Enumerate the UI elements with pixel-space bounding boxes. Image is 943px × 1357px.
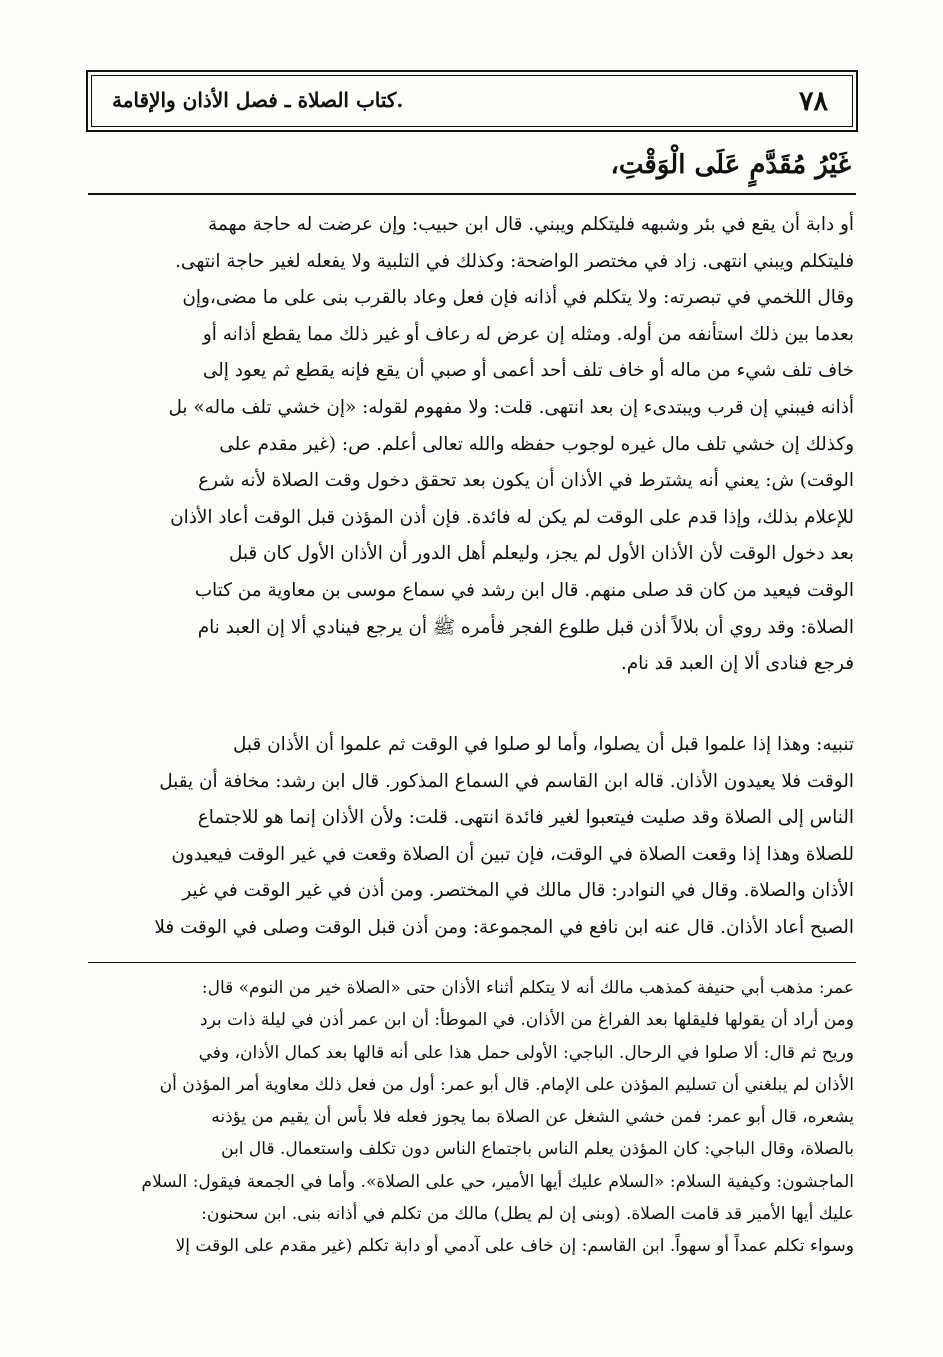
commentary-line: الصلاة: وقد روي أن بلالاً أذن قبل طلوع الفجر فأمره ﷺ أن يرجع فينادي ألا إن العبد نام <box>197 616 854 638</box>
footnote-line: يشعره، قال أبو عمر: فمن خشي الشغل عن الصلاة بما يجوز فعله فلا بأس أن يقيم من يؤذنه <box>211 1107 854 1128</box>
footnote-line: عليك أيها الأمير قد قامت الصلاة. (وبنى إن لم يطل) مالك من تكلم في أذانه بنى. ابن سحنون: <box>201 1204 854 1225</box>
commentary-line: فرجع فنادى ألا إن العبد قد نام. <box>620 653 854 675</box>
tanbih-line: الأذان والصلاة. وقال في النوادر: قال مالك في المختصر. ومن أذن في غير الوقت في غير <box>182 880 854 902</box>
matn-text: غَيْرُ مُقَدَّمٍ عَلَى الْوَقْتِ، <box>610 150 851 180</box>
commentary-line: أو دابة أن يقع في بئر وشبهه فليتكلم ويبني. قال ابن حبيب: وإن عرضت له حاجة مهمة <box>208 214 854 235</box>
tanbih-line: تنبيه: وهذا إذا علموا قبل أن يصلوا، وأما لو صلوا في الوقت ثم علموا أن الأذان قبل <box>233 734 854 755</box>
tanbih-paragraph <box>88 727 854 947</box>
commentary-line: وقال اللخمي في تبصرته: ولا يتكلم في أذانه فإن فعل وعاد بالقرب بنى على ما مضى،وإن <box>182 287 854 309</box>
tanbih-line: الوقت فلا يعيدون الأذان. قاله ابن القاسم في السماع المذكور. قال ابن رشد: مخافة أن يقبل <box>159 770 854 792</box>
footnote-block <box>88 972 854 1263</box>
commentary-body <box>88 207 854 683</box>
footnote-line: الأذان لم يبلغني أن تسليم المؤذن على الإمام. قال أبو عمر: أول من فعل ذلك معاوية أمر المؤذن أن <box>159 1074 854 1095</box>
footnote-line: عمر: مذهب أبي حنيفة كمذهب مالك أنه لا يتكلم أثناء الأذان حتى «الصلاة خير من النوم» قال: <box>201 978 854 998</box>
tanbih-line: الناس إلى الصلاة وقد صليت فيتعبوا لغير فائدة انتهى. قلت: ولأن الأذان إنما هو للاجتماع <box>197 807 854 829</box>
footnote-separator-rule <box>88 962 856 963</box>
commentary-line: الوقت) ش: يعني أنه يشترط في الأذان أن يكون بعد تحقق دخول وقت الصلاة لأنه شرع <box>198 470 854 492</box>
running-title: .كتاب الصلاة ـ فصل الأذان والإقامة <box>112 88 404 112</box>
commentary-line: وكذلك إن خشي تلف مال غيره لوجوب حفظه والله تعالى أعلم. ص: (غير مقدم على <box>219 433 854 455</box>
commentary-line: بعد دخول الوقت لأن الأذان الأول لم يجز، وليعلم أهل الدور أن الأذان الأول كان قبل <box>228 543 854 565</box>
footnote-line: ومن أراد أن يقولها فليقلها بعد الفراغ من الأذان. في الموطأ: أن ابن عمر أذن في ليلة ذات برد <box>200 1010 854 1031</box>
commentary-line: للإعلام بذلك، وإذا قدم على الوقت لم يكن له فائدة. فإن أذن المؤذن قبل الوقت أعاد الأذان <box>170 506 854 528</box>
matn-separator-rule <box>88 193 856 195</box>
page-number: ٧٨ <box>798 86 828 117</box>
commentary-line: بعدما بين ذلك استأنفه من أوله. ومثله إن عرض له رعاف أو غير ذلك مما يقطع أذانه أو <box>202 323 854 345</box>
footnote-line: بالصلاة، وقال الباجي: كان المؤذن يعلم الناس باجتماع الناس دون تكلف واستعمال. قال ابن <box>221 1139 854 1160</box>
page-header <box>86 70 858 132</box>
footnote-line: وريح ثم قال: ألا صلوا في الرحال. الباجي: الأولى حمل هذا على أنه قالها بعد كمال الأذان، وفي <box>198 1042 854 1063</box>
commentary-line: أذانه فيبني إن قرب ويبتدىء إن بعد انتهى. قلت: ولا مفهوم لقوله: «إن خشي تلف ماله» بل <box>168 396 854 418</box>
tanbih-line: للصلاة وهذا إذا وقعت الصلاة في الوقت، فإن تبين أن الصلاة وقعت في غير الوقت فيعيدون <box>171 843 854 865</box>
tanbih-line: الصبح أعاد الأذان. قال عنه ابن نافع في المجموعة: ومن أذن قبل الوقت وصلى في الوقت فلا <box>154 916 854 938</box>
commentary-line: خاف تلف شيء من ماله أو خاف تلف أحد أعمى أو صبي أن يقع فإنه يقطع ثم يعود إلى <box>202 360 854 382</box>
footnote-line: وسواء تكلم عمداً أو سهواً. ابن القاسم: إن خاف على آدمي أو دابة تكلم (غير مقدم على الوقت إلا <box>175 1236 854 1257</box>
commentary-line: فليتكلم ويبني انتهى. زاد في مختصر الواضحة: وكذلك في التلبية ولا يفعله لغير حاجة انتهى. <box>175 250 854 272</box>
footnote-line: الماجشون: وكيفية السلام: «السلام عليك أيها الأمير، حي على الصلاة». وأما في الجمعة فيقول: السلام <box>141 1171 854 1192</box>
commentary-line: الوقت فيعيد من كان قد صلى منهم. قال ابن رشد في سماع موسى بن معاوية من كتاب <box>194 579 854 601</box>
